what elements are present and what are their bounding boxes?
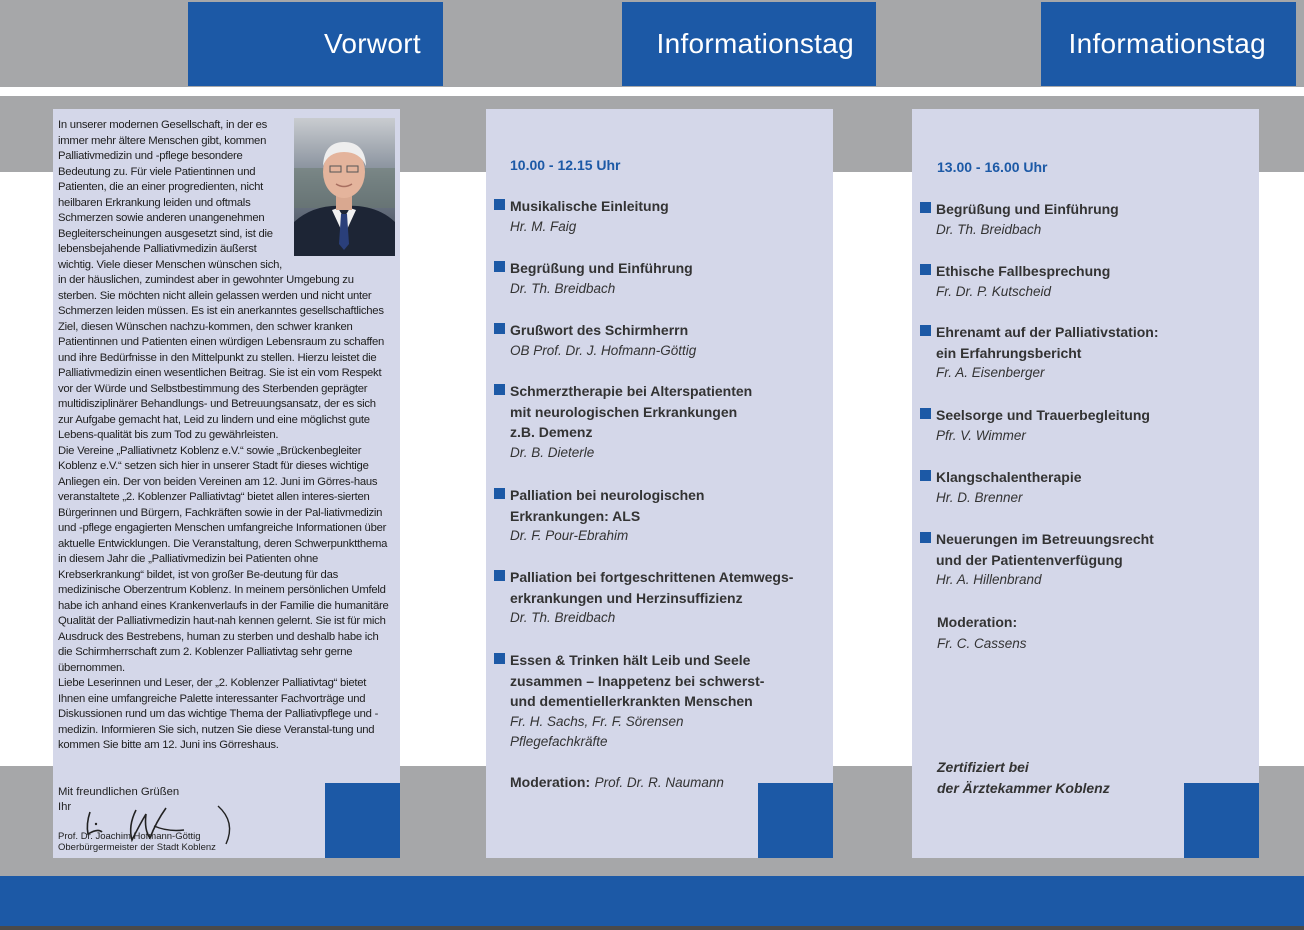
bullet-square-icon — [494, 384, 505, 395]
program-item — [936, 467, 1236, 508]
program-item — [936, 322, 1236, 384]
moderation-label: Moderation: — [937, 614, 1018, 630]
program-item-title: Begrüßung und Einführung — [936, 201, 1119, 217]
bottom-dark-strip — [0, 926, 1304, 930]
vorwort-paragraph: Liebe Leserinnen und Leser, der „2. Koblenzer Palliativtag“ bietet Ihnen eine umfangreiche Palette interessanter Fachvorträge und Diskussionen rund um das wichtige Thema der Palliativpflege und -medizin. Informieren Sie sich, nutzen Sie diese Veranstal-tung und kommen Sie bitte am 12. Juni ins Görreshaus. — [58, 677, 379, 751]
program-item-title: z.B. Demenz — [510, 424, 593, 440]
certification-line: Zertifiziert bei — [937, 759, 1029, 775]
program-item — [510, 381, 810, 463]
corner-block — [758, 783, 833, 858]
program-item-title: Erkrankungen: ALS — [510, 507, 641, 524]
signature-title: Oberbürgermeister der Stadt Koblenz — [58, 841, 216, 853]
certification-note — [937, 757, 1110, 798]
bullet-square-icon — [494, 488, 505, 499]
program-item-speaker: Dr. Th. Breidbach — [510, 280, 616, 296]
bullet-square-icon — [920, 408, 931, 419]
header-vorwort: Vorwort — [188, 2, 443, 86]
moderation-name: Prof. Dr. R. Naumann — [594, 775, 724, 790]
moderation-name: Fr. C. Cassens — [937, 636, 1027, 651]
program-item-speaker: Hr. A. Hillenbrand — [936, 572, 1042, 587]
program-item-title: und der Patientenverfügung — [936, 551, 1123, 568]
bullet-square-icon — [494, 653, 505, 664]
program-item-title: mit neurologischen Erkrankungen — [510, 403, 738, 420]
morning-time: 10.00 - 12.15 Uhr — [510, 157, 621, 173]
bullet-square-icon — [920, 470, 931, 481]
program-item-title: zusammen – Inappetenz bei schwerst- — [510, 672, 765, 689]
portrait-image — [294, 118, 395, 256]
program-item-speaker: Dr. Th. Breidbach — [936, 221, 1042, 237]
program-item-speaker: Dr. Th. Breidbach — [510, 610, 616, 625]
program-item — [510, 485, 810, 547]
signature-caption — [58, 832, 216, 853]
header-informationstag-morning: Informationstag — [622, 2, 876, 86]
program-item-speaker: Dr. F. Pour-Ebrahim — [510, 528, 629, 543]
vorwort-text — [58, 118, 393, 754]
bullet-square-icon — [920, 202, 931, 213]
program-item-speaker: Dr. B. Dieterle — [510, 444, 595, 460]
program-item-speaker: Pflegefachkräfte — [510, 734, 608, 749]
program-item — [510, 650, 810, 753]
program-item — [510, 320, 810, 361]
program-item-speaker: Hr. M. Faig — [510, 218, 577, 234]
program-item — [936, 199, 1236, 240]
program-item-title: Ehrenamt auf der Palliativstation: — [936, 324, 1159, 340]
vorwort-paragraph: Die Vereine „Palliativnetz Koblenz e.V.“ sowie „Brückenbegleiter Koblenz e.V.“ setzen sich hier in unserer Stadt für dieses wichtige Anliegen ein. Der von beiden Vereinen am 12. Juni im Görres-haus veranstaltete „2. Koblenzer Palliativtag“ bietet allen interes-sierten Bürgerinnen und Bürgern, Fachkräften sowie in der Pal-liativmedizin und -pflege engagierten Menschen umfangreiche Informationen über aktuelle Entwicklungen. Die Veranstaltung, deren Schwerpunktthema in diesem Jahr die „Palliativmedizin bei Patienten ohne Krebserkrankung“ bildet, ist von großer Be-deutung für das medizinische Oberzentrum Koblenz. In meinem persönlichen Umfeld habe ich anhand eines Krankenverlaufs in der Familie die humanitäre Qualität der Palliativmedizin haut-nah kennen gelernt. Sie ist für mich Ausdruck des Bestrebens, human zu sterben und deshalb habe ich die Schirmherrschaft zum 2. Koblenzer Palliativtag sehr gerne übernommen. — [58, 444, 389, 674]
vorwort-panel — [53, 109, 400, 858]
bullet-square-icon — [494, 570, 505, 581]
program-item-speaker: Hr. D. Brenner — [936, 489, 1023, 505]
program-item-title: Palliation bei fortgeschrittenen Atemwegs- — [510, 569, 794, 585]
afternoon-program-panel — [912, 109, 1259, 858]
program-item-speaker: OB Prof. Dr. J. Hofmann-Göttig — [510, 342, 697, 358]
closing-greeting: Mit freundlichen Grüßen — [58, 786, 180, 798]
signature-name: Prof. Dr. Joachim Hofmann-Göttig — [58, 831, 201, 842]
program-item — [510, 196, 810, 237]
bullet-square-icon — [920, 532, 931, 543]
header-informationstag-afternoon: Informationstag — [1041, 2, 1296, 86]
program-item-title: Grußwort des Schirmherrn — [510, 322, 689, 338]
program-item-title: Begrüßung und Einführung — [510, 260, 693, 276]
bottom-blue-band — [0, 876, 1304, 926]
certification-line: der Ärztekammer Koblenz — [937, 779, 1110, 796]
bullet-square-icon — [494, 261, 505, 272]
morning-moderation — [510, 774, 724, 792]
program-item — [936, 261, 1236, 302]
program-item-title: Ethische Fallbesprechung — [936, 263, 1111, 279]
program-item-title: Neuerungen im Betreuungsrecht — [936, 531, 1154, 547]
program-item — [936, 405, 1236, 446]
afternoon-moderation — [937, 612, 1027, 654]
portrait-photo — [294, 118, 395, 256]
corner-block — [1184, 783, 1259, 858]
program-item-title: Seelsorge und Trauerbegleitung — [936, 407, 1150, 423]
program-item — [936, 529, 1236, 591]
morning-program-panel — [486, 109, 833, 858]
program-item-speaker: Pfr. V. Wimmer — [936, 427, 1026, 443]
vorwort-paragraph: In unserer modernen Gesellschaft, in der es immer mehr ältere Menschen gibt, kommen Palliativmedizin und -pflege besondere Bedeutung zu. Für viele Patientinnen und Patienten, die an einer progredienten, nicht heilbaren Erkrankung leiden und oftmals Schmerzen sowie anderen unangenehmen Begleiterscheinungen ausgesetzt sind, ist die lebensbejahende Palliativmedizin äußerst wichtig. Viele dieser Menschen wünschen sich, in der häuslichen, zumindest aber in gewohnter Umgebung zu sterben. Sie möchten nicht allein gelassen werden und nicht unter Schmerzen leiden müssen. Es ist ein anerkanntes gesellschaftliches Ziel, diesen Wünschen nachzu-kommen, den schwer kranken Patientinnen und Patienten einen würdigen Lebensraum zu schaffen und ihre Bedürfnisse in den Mittelpunkt zu stellen. Hierzu leistet die Palliativmedizin einen wesentlichen Beitrag. Sie ist ein vom Respekt vor der Würde und Selbstbestimmung des Sterbenden geprägter multidisziplinärer Behandlungs- und Betreuungsansatz, der es sich zur Aufgabe gemacht hat, Leid zu lindern und eine möglichst gute Lebens-qualität bis zum Tod zu gewährleisten. — [58, 119, 385, 441]
closing-ihr: Ihr — [58, 801, 72, 813]
program-item-speaker: Fr. A. Eisenberger — [936, 365, 1045, 380]
bullet-square-icon — [494, 199, 505, 210]
corner-block — [325, 783, 400, 858]
afternoon-time: 13.00 - 16.00 Uhr — [937, 159, 1048, 175]
bullet-square-icon — [494, 323, 505, 334]
program-item — [510, 258, 810, 299]
program-item-title: Musikalische Einleitung — [510, 198, 669, 214]
program-item-title: und dementiellerkrankten Menschen — [510, 693, 753, 709]
program-item-title: erkrankungen und Herzinsuffizienz — [510, 589, 743, 606]
program-item-speaker: Fr. Dr. P. Kutscheid — [936, 283, 1052, 299]
program-item — [510, 567, 810, 629]
program-item-title: ein Erfahrungsbericht — [936, 344, 1082, 361]
program-item-speaker: Fr. H. Sachs, Fr. F. Sörensen — [510, 713, 684, 729]
program-item-title: Essen & Trinken hält Leib und Seele — [510, 652, 751, 668]
program-item-title: Palliation bei neurologischen — [510, 487, 705, 503]
bullet-square-icon — [920, 325, 931, 336]
program-item-title: Klangschalentherapie — [936, 469, 1082, 485]
program-item-title: Schmerztherapie bei Alterspatienten — [510, 383, 753, 399]
moderation-label: Moderation: — [510, 774, 591, 790]
bullet-square-icon — [920, 264, 931, 275]
